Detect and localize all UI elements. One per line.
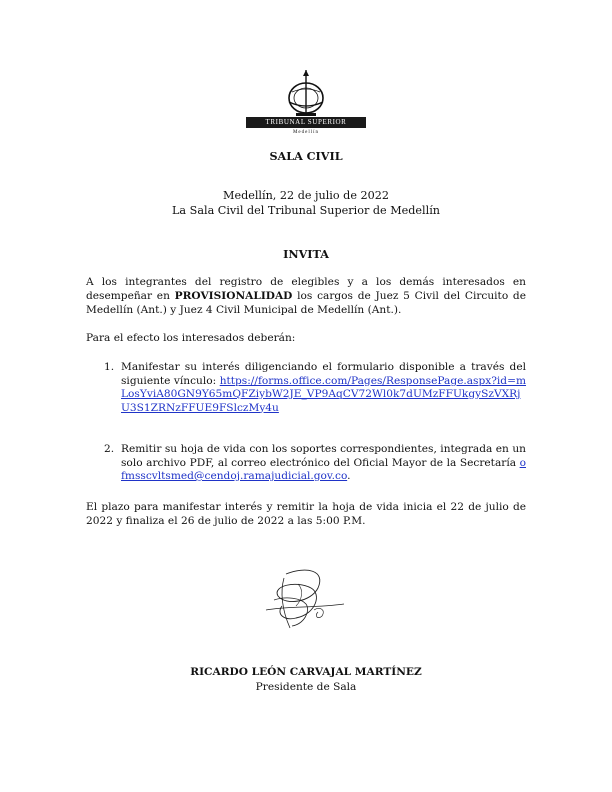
intro-paragraph xyxy=(86,275,526,317)
signer-name: RICARDO LEÓN CARVAJAL MARTÍNEZ xyxy=(190,666,422,678)
form-link[interactable]: https://forms.office.com/Pages/ResponsePage.aspx?id=mLosYviA80GN9Y65mQFZiybW2JE_VP9AqCV72Wl0k7dUMzFFUkgySzVXRjU3S1ZRNzFFUE9FSlczMy4u xyxy=(121,374,527,414)
scales-emblem-icon xyxy=(246,68,366,118)
section-heading: SALA CIVIL xyxy=(269,149,343,163)
signer-role: Presidente de Sala xyxy=(255,681,357,693)
intro-bold: PROVISIONALIDAD xyxy=(174,290,293,302)
list-number-1: 1. xyxy=(104,361,115,373)
list-number-2: 2. xyxy=(104,443,115,455)
list-item-2-text: Remitir su hoja de vida con los soportes correspondientes, integrada en un solo archivo PDF, al correo electrónico del Oficial Mayor de la Secretaría xyxy=(121,443,526,469)
invita-heading: INVITA xyxy=(283,247,329,261)
list-item-1 xyxy=(121,361,526,415)
list-item-2 xyxy=(121,443,526,484)
instructions-lead: Para el efecto los interesados deberán: xyxy=(86,332,296,344)
organization-line: La Sala Civil del Tribunal Superior de Medellín xyxy=(172,204,440,217)
date-line: Medellín, 22 de julio de 2022 xyxy=(223,189,389,202)
logo-city: Medellín xyxy=(292,130,320,135)
list-item-2-end: . xyxy=(347,470,351,482)
intro-text-1: A los integrantes del registro de elegibles y a los demás interesados en desempeñar en xyxy=(86,276,526,302)
email-link[interactable]: ofmsscvltsmed@cendoj.ramajudicial.gov.co xyxy=(121,456,526,482)
handwritten-signature xyxy=(256,566,356,634)
deadline-paragraph: El plazo para manifestar interés y remitir la hoja de vida inicia el 22 de julio de 2022 y finaliza el 26 de julio de 2022 a las 5:00 P.M. xyxy=(86,501,526,527)
intro-text-2: los cargos de Juez 5 Civil del Circuito de Medellín (Ant.) y Juez 4 Civil Municipal de Medellín (Ant.). xyxy=(86,290,526,316)
logo-band-text: TRIBUNAL SUPERIOR xyxy=(265,118,347,126)
list-item-1-text: Manifestar su interés diligenciando el formulario disponible a través del siguiente vínculo: xyxy=(121,361,526,387)
tribunal-logo xyxy=(246,68,366,138)
